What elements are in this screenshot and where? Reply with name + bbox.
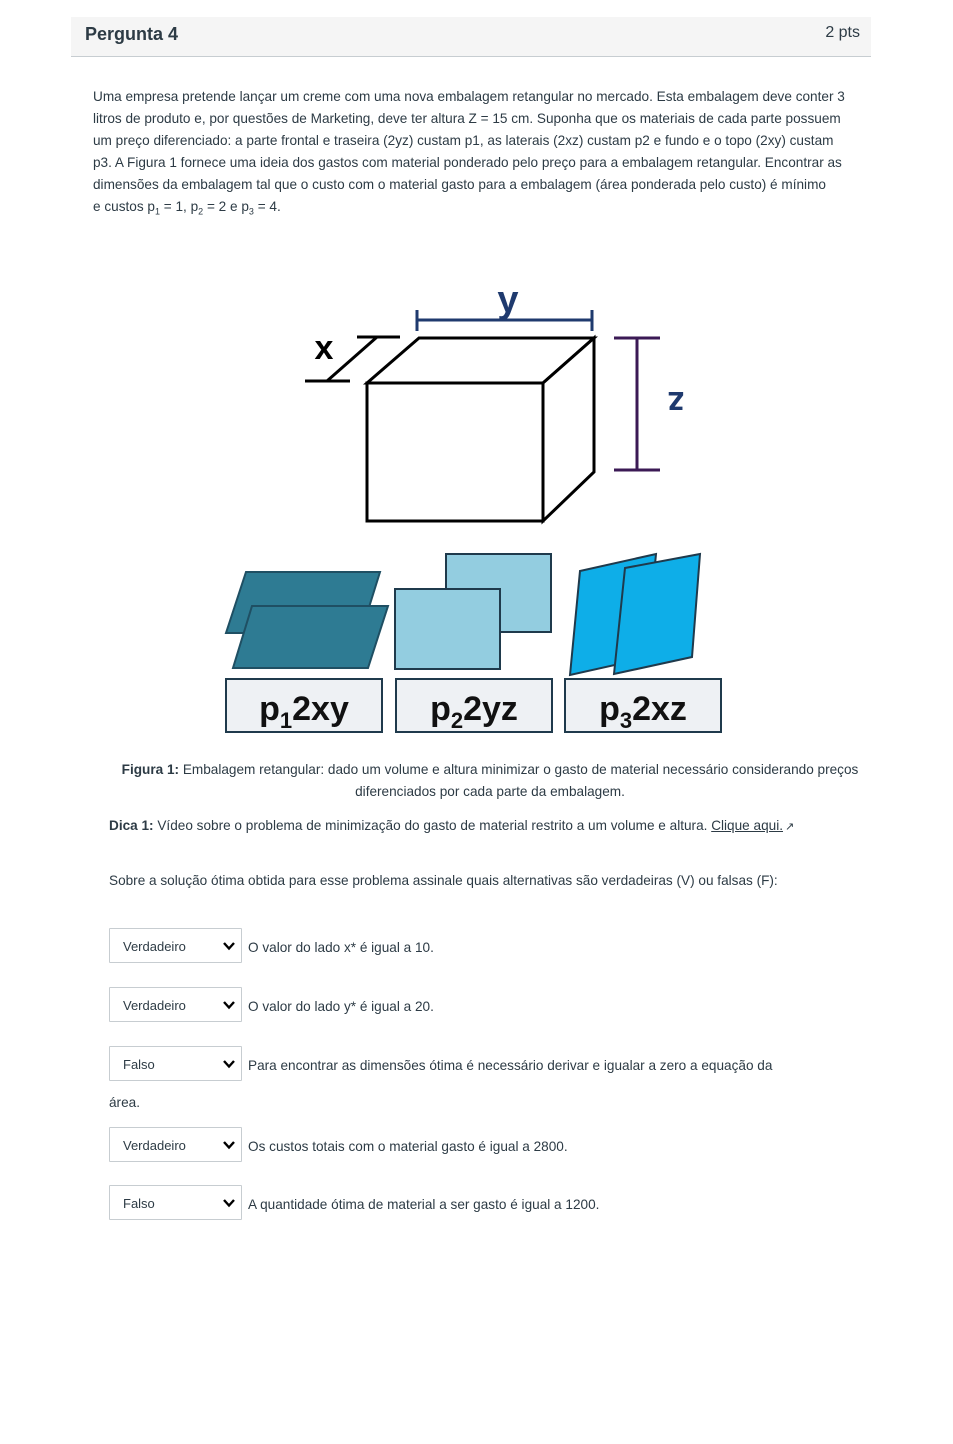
label-p2-sub: 2 xyxy=(450,708,464,733)
label-p3-p: p xyxy=(599,690,620,728)
figure-caption xyxy=(120,759,860,803)
answer-1-text: O valor do lado x* é igual a 10. xyxy=(248,940,434,955)
chevron-down-icon xyxy=(223,1000,235,1010)
answer-4-text: Os custos totais com o material gasto é igual a 2800. xyxy=(248,1139,568,1154)
box-3d xyxy=(367,338,594,521)
label-p3-term: 2xz xyxy=(632,690,687,728)
label-y: y xyxy=(497,279,519,321)
answer-5-select[interactable] xyxy=(109,1185,242,1220)
label-p1-sub: 1 xyxy=(279,708,293,733)
p2-panels xyxy=(395,554,551,669)
label-box-p2 xyxy=(396,679,552,733)
video-link[interactable]: Clique aqui. xyxy=(711,818,783,833)
label-p1-term: 2xy xyxy=(292,690,349,728)
answer-3-text: Para encontrar as dimensões ótima é necessário derivar e igualar a zero a equação da xyxy=(248,1058,773,1073)
label-box-p1 xyxy=(226,679,382,733)
p1-panels xyxy=(226,572,388,668)
chevron-down-icon xyxy=(223,1059,235,1069)
p2-value: = 2 e xyxy=(203,199,242,214)
question-points: 2 pts xyxy=(825,24,860,41)
p1-value: = 1, xyxy=(159,199,191,214)
p3-value: = 4. xyxy=(253,199,281,214)
p1-symbol: p xyxy=(147,199,155,214)
hint xyxy=(109,815,864,838)
label-box-p3 xyxy=(565,679,721,733)
p3-symbol: p xyxy=(241,199,249,214)
chevron-down-icon xyxy=(223,941,235,951)
answer-4-selected: Verdadeiro xyxy=(123,1138,186,1153)
answer-2-text: O valor do lado y* é igual a 20. xyxy=(248,999,434,1014)
hint-label: Dica 1: xyxy=(109,818,154,833)
caption-label: Figura 1: xyxy=(121,762,180,777)
svg-text:p12xy xyxy=(259,690,349,733)
answer-1-select[interactable] xyxy=(109,928,242,963)
answer-5-selected: Falso xyxy=(123,1196,155,1211)
p2-symbol: p xyxy=(190,199,199,214)
p1-subscript: 1 xyxy=(154,206,160,217)
answer-3-selected: Falso xyxy=(123,1057,155,1072)
p3-panels xyxy=(570,554,700,675)
answer-4-select[interactable] xyxy=(109,1127,242,1162)
z-dimension xyxy=(614,338,685,470)
question-title: Pergunta 4 xyxy=(85,24,179,44)
label-x: x xyxy=(314,329,334,367)
y-dimension xyxy=(417,279,592,331)
answer-5-text: A quantidade ótima de material a ser gasto é igual a 1200. xyxy=(248,1197,600,1212)
costs-prefix: e custos xyxy=(93,199,148,214)
label-z: z xyxy=(667,384,685,422)
chevron-down-icon xyxy=(223,1140,235,1150)
label-p3-sub: 3 xyxy=(619,708,633,733)
svg-text:p22yz xyxy=(430,690,518,733)
instructions: Sobre a solução ótima obtida para esse problema assinale quais alternativas são verdadeiras (V) ou falsas (F): xyxy=(109,873,778,888)
p3-subscript: 3 xyxy=(248,206,254,217)
hint-text: Vídeo sobre o problema de minimização do gasto de material restrito a um volume e altura. xyxy=(153,818,712,833)
svg-text:p32xz xyxy=(599,690,687,733)
answer-1-selected: Verdadeiro xyxy=(123,939,186,954)
answer-3-select[interactable] xyxy=(109,1046,242,1081)
p2-subscript: 2 xyxy=(198,206,204,217)
label-p1-p: p xyxy=(259,690,280,728)
external-link-icon[interactable]: ↗ xyxy=(785,821,795,833)
answer-2-selected: Verdadeiro xyxy=(123,998,186,1013)
answer-3-continuation: área. xyxy=(109,1095,140,1110)
statement-text: Uma empresa pretende lançar um creme com uma nova embalagem retangular no mercado. Esta embalagem deve conter 3 litros de produto e, por questões de Marketing, deve ter altura Z = 15 cm. Suponha que os materiais de cada parte possuem um preço diferenciado: a parte frontal e traseira (2yz) custam p1, as laterais (2xz) custam p2 e fundo e o topo (2xy) custam p3. A Figura 1 fornece uma ideia dos gastos com material ponderado pelo preço para a embalagem retangular. Encontrar as dimensões da embalagem tal que o custo com o material gasto para a embalagem (área ponderada pelo custo) é mínimo xyxy=(93,89,845,192)
chevron-down-icon xyxy=(223,1198,235,1208)
label-p2-term: 2yz xyxy=(463,690,518,728)
answer-2-select[interactable] xyxy=(109,987,242,1022)
label-p2-p: p xyxy=(430,690,451,728)
caption-text: Embalagem retangular: dado um volume e altura minimizar o gasto de material necessário considerando preços diferenciados por cada parte da embalagem. xyxy=(179,762,859,799)
